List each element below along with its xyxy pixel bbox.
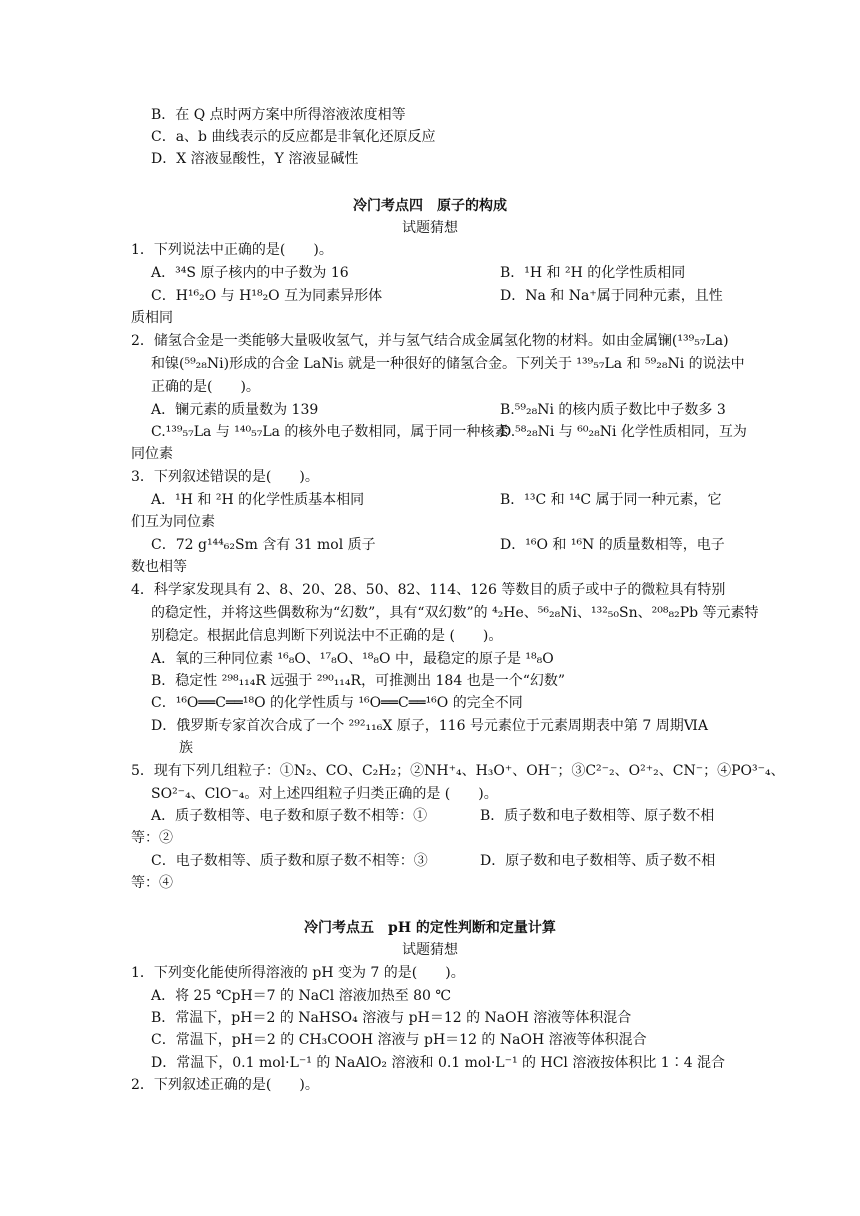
- question-stem-line-3: 正确的是( )。: [151, 379, 260, 395]
- option-d: D．常温下，0.1 mol·L⁻¹ 的 NaAlO₂ 溶液和 0.1 mol·L⁻¹ 的 HCl 溶液按体积比 1∶4 混合: [151, 1055, 726, 1071]
- option-a: A．¹H 和 ²H 的化学性质基本相同: [151, 492, 365, 508]
- section-title: 冷门考点四 原子的构成: [353, 198, 507, 214]
- option-c: C．a、b 曲线表示的反应都是非氧化还原反应: [151, 129, 436, 145]
- question-stem-line-2: SO²⁻₄、ClO⁻₄。对上述四组粒子归类正确的是 ( )。: [151, 786, 498, 802]
- question-stem-line-3: 别稳定。根据此信息判断下列说法中不正确的是 ( )。: [151, 628, 503, 644]
- section-subtitle: 试题猜想: [402, 942, 458, 958]
- option-b-continued: 们互为同位素: [131, 514, 215, 530]
- option-b: B．¹³C 和 ¹⁴C 属于同一种元素，它: [500, 492, 722, 508]
- question-stem: 1．下列说法中正确的是( )。: [131, 242, 333, 258]
- question-stem: 1．下列变化能使所得溶液的 pH 变为 7 的是( )。: [131, 965, 465, 981]
- question-stem: 3．下列叙述错误的是( )。: [131, 469, 319, 485]
- question-stem: 4．科学家发现具有 2、8、20、28、50、82、114、126 等数目的质子或中子的微粒具有特别: [131, 582, 726, 598]
- section-subtitle: 试题猜想: [402, 220, 458, 236]
- question-stem-line-2: 的稳定性，并将这些偶数称为“幻数”，具有“双幻数”的 ⁴₂He、⁵⁶₂₈Ni、¹³²₅₀Sn、²⁰⁸₈₂Pb 等元素特: [151, 605, 759, 621]
- option-b: B．¹H 和 ²H 的化学性质相同: [500, 265, 686, 281]
- option-d: D．X 溶液显酸性，Y 溶液显碱性: [151, 151, 359, 167]
- option-a: A．将 25 ℃pH＝7 的 NaCl 溶液加热至 80 ℃: [151, 988, 452, 1004]
- option-d: D．Na 和 Na⁺属于同种元素，且性: [500, 288, 723, 304]
- option-c: C．电子数相等、质子数和原子数不相等：③: [151, 853, 428, 869]
- option-c: C．72 g¹⁴⁴₆₂Sm 含有 31 mol 质子: [151, 537, 376, 553]
- option-b: B．常温下，pH＝2 的 NaHSO₄ 溶液与 pH＝12 的 NaOH 溶液等体积混合: [151, 1010, 632, 1026]
- option-a: A．镧元素的质量数为 139: [151, 402, 319, 418]
- option-a: A．氧的三种同位素 ¹⁶₈O、¹⁷₈O、¹⁸₈O 中，最稳定的原子是 ¹⁸₈O: [151, 651, 554, 667]
- section-title: 冷门考点五 pH 的定性判断和定量计算: [304, 920, 556, 936]
- option-c: C．H¹⁶₂O 与 H¹⁸₂O 互为同素异形体: [151, 288, 383, 304]
- option-d-continued: 族: [179, 740, 193, 756]
- option-c: C．常温下，pH＝2 的 CH₃COOH 溶液与 pH＝12 的 NaOH 溶液等体积混合: [151, 1032, 647, 1048]
- option-d: D.⁵⁸₂₈Ni 与 ⁶⁰₂₈Ni 化学性质相同，互为: [500, 424, 747, 440]
- option-d: D．原子数和电子数相等、质子数不相: [480, 853, 716, 869]
- question-stem-line-2: 和镍(⁵⁹₂₈Ni)形成的合金 LaNi₅ 就是一种很好的储氢合金。下列关于 ¹³⁹₅₇La 和 ⁵⁹₂₈Ni 的说法中: [151, 356, 745, 372]
- option-d-continued: 质相同: [131, 310, 173, 326]
- option-b: B．在 Q 点时两方案中所得溶液浓度相等: [151, 107, 406, 123]
- option-a: A．质子数相等、电子数和原子数不相等：①: [151, 808, 428, 824]
- option-b: B.⁵⁹₂₈Ni 的核内质子数比中子数多 3: [500, 402, 726, 418]
- option-c: C．¹⁶O══C══¹⁸O 的化学性质与 ¹⁶O══C══¹⁶O 的完全不同: [151, 695, 523, 711]
- option-a: A．³⁴S 原子核内的中子数为 16: [151, 265, 349, 281]
- option-d-continued: 同位素: [131, 446, 173, 462]
- question-stem: 5．现有下列几组粒子：①N₂、CO、C₂H₂；②NH⁺₄、H₃O⁺、OH⁻；③C²⁻₂、O²⁺₂、CN⁻；④PO³⁻₄、: [131, 763, 785, 779]
- option-b-continued: 等：②: [131, 830, 173, 846]
- option-d-continued: 等：④: [131, 875, 173, 891]
- option-d-continued: 数也相等: [131, 559, 187, 575]
- option-c: C.¹³⁹₅₇La 与 ¹⁴⁰₅₇La 的核外电子数相同，属于同一种核素: [151, 424, 509, 440]
- question-stem: 2．下列叙述正确的是( )。: [131, 1077, 319, 1093]
- option-d: D．¹⁶O 和 ¹⁶N 的质量数相等，电子: [500, 537, 725, 553]
- option-b: B．稳定性 ²⁹⁸₁₁₄R 远强于 ²⁹⁰₁₁₄R，可推测出 184 也是一个“幻数”: [151, 673, 566, 689]
- question-stem: 2．储氢合金是一类能够大量吸收氢气，并与氢气结合成金属氢化物的材料。如由金属镧(¹³⁹₅₇La): [131, 333, 729, 349]
- option-d: D．俄罗斯专家首次合成了一个 ²⁹²₁₁₆X 原子，116 号元素位于元素周期表中第 7 周期ⅥA: [151, 718, 708, 734]
- option-b: B．质子数和电子数相等、原子数不相: [480, 808, 715, 824]
